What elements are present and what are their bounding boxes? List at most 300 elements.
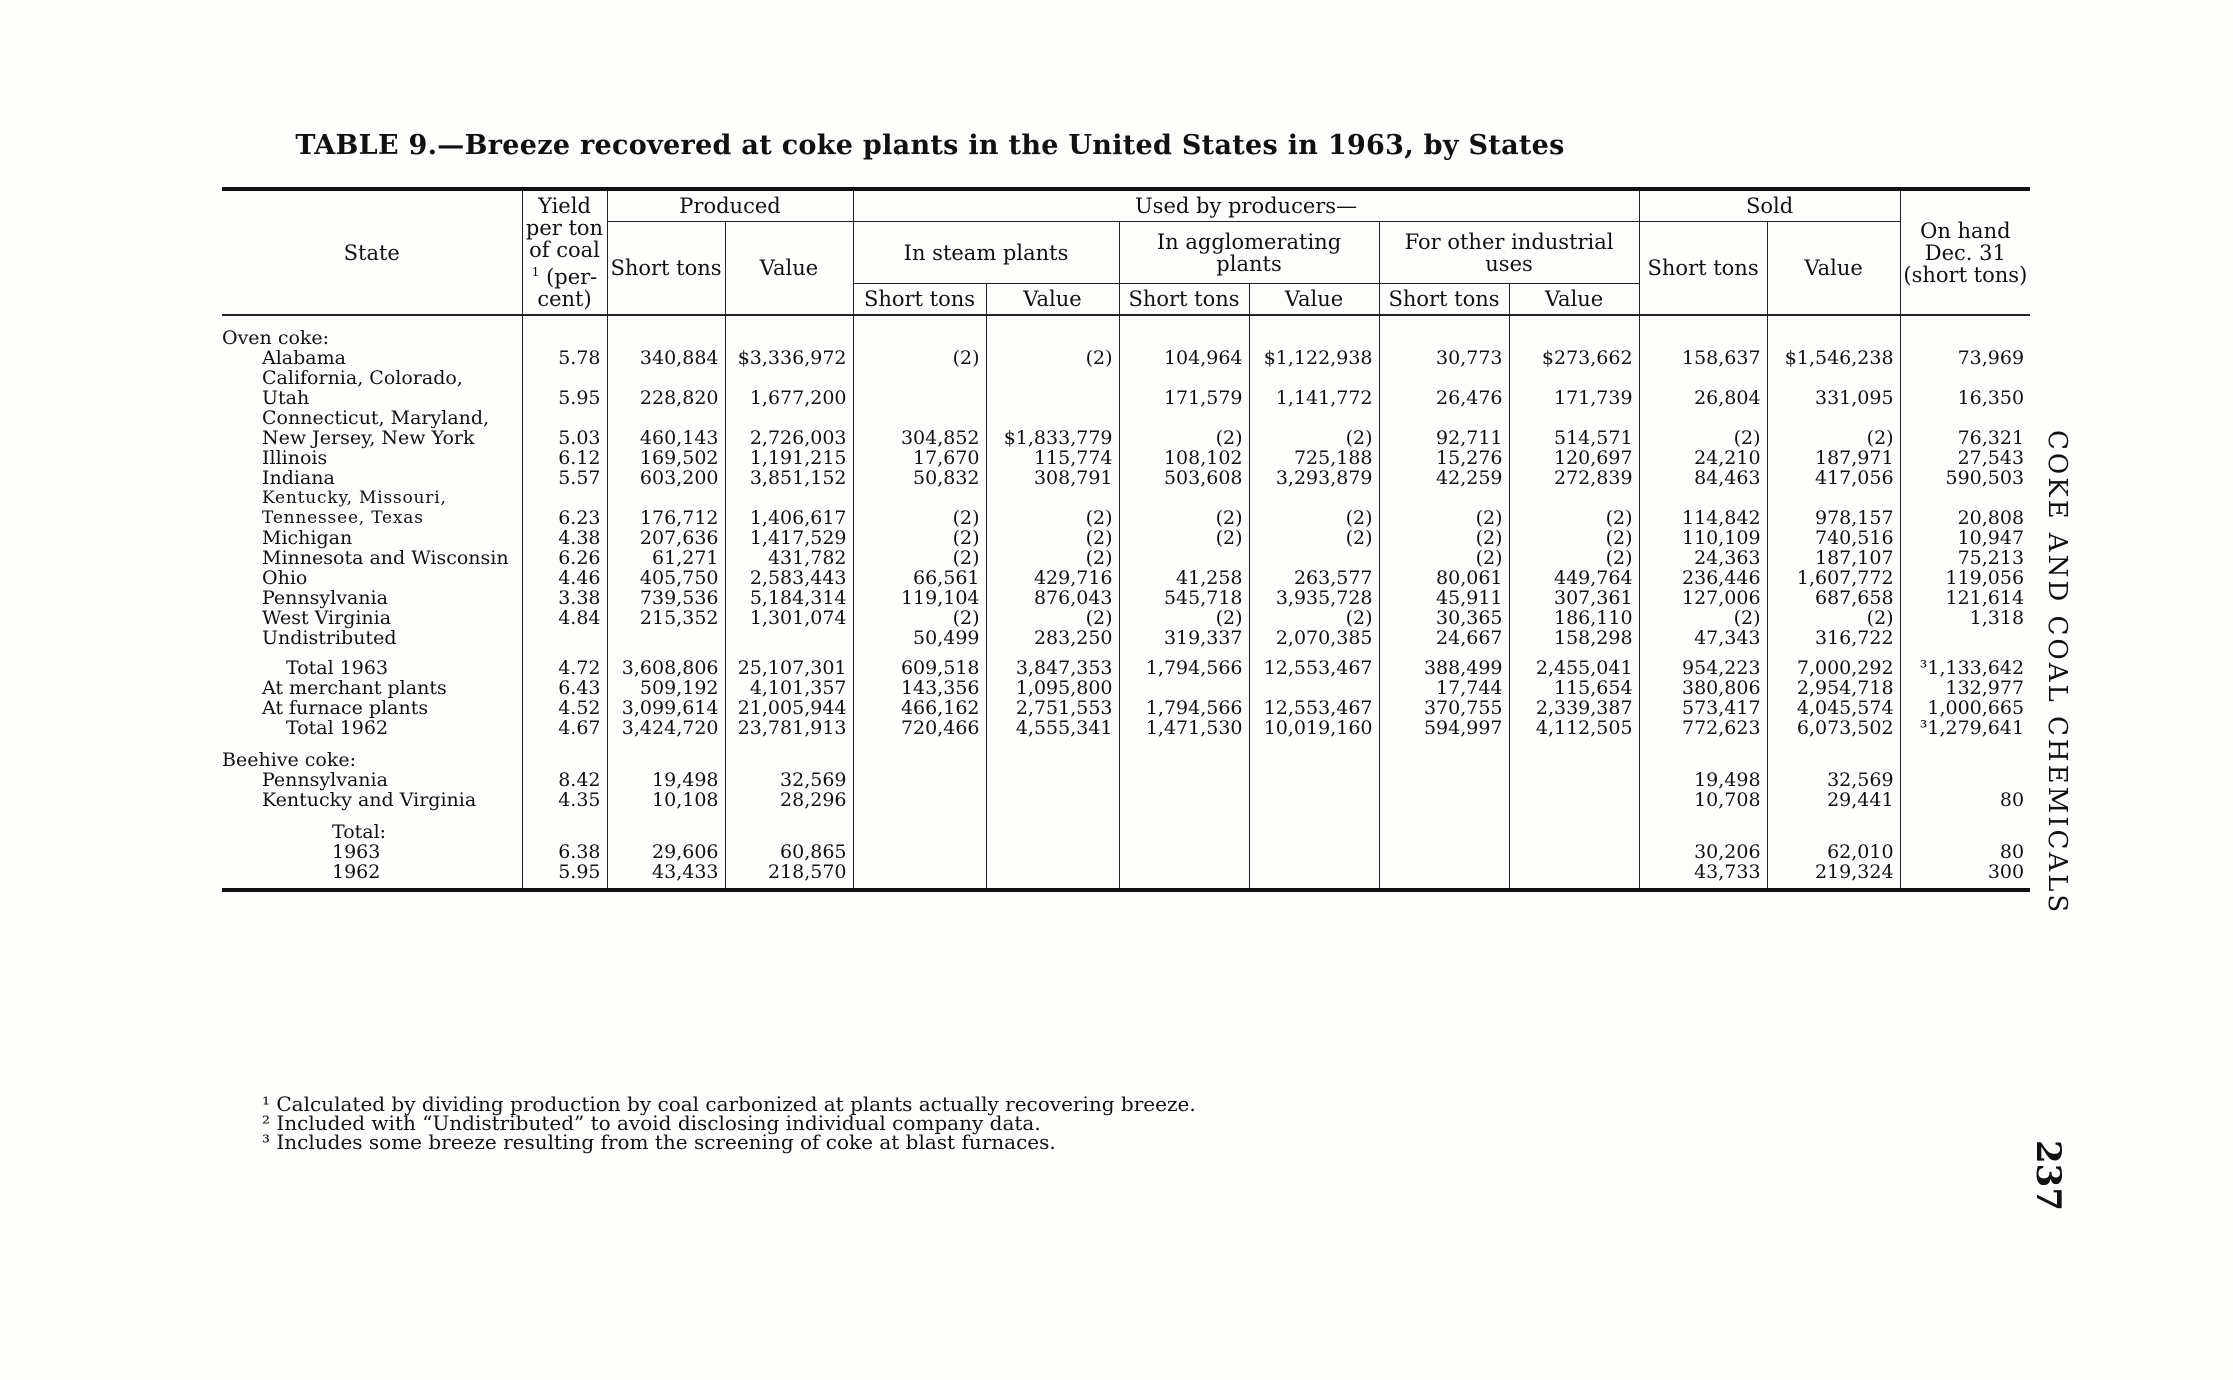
table-row xyxy=(222,468,2030,488)
cell-steam-value: 115,774 xyxy=(986,448,1119,468)
cell-on-hand xyxy=(1900,770,2030,790)
cell-prod-value: 2,583,443 xyxy=(725,568,853,588)
cell-sold-tons: 26,804 xyxy=(1639,368,1767,408)
cell-other-value: 449,764 xyxy=(1509,568,1639,588)
row-label: Michigan xyxy=(222,528,522,548)
cell-yield: 5.57 xyxy=(522,468,607,488)
cell-steam-value: (2) xyxy=(986,348,1119,368)
cell-other-tons xyxy=(1379,862,1509,890)
cell-agg-value: $1,122,938 xyxy=(1249,348,1379,368)
cell-steam-tons xyxy=(853,368,986,408)
cell-prod-value: 3,851,152 xyxy=(725,468,853,488)
cell-yield: 4.67 xyxy=(522,718,607,738)
cell-agg-tons xyxy=(1119,862,1249,890)
table-row xyxy=(222,528,2030,548)
cell-other-tons: 26,476 xyxy=(1379,368,1509,408)
cell-agg-value xyxy=(1249,790,1379,810)
cell-sold-value: 219,324 xyxy=(1767,862,1900,890)
row-label: 1963 xyxy=(222,842,522,862)
row-label: Pennsylvania xyxy=(222,588,522,608)
table-row xyxy=(222,842,2030,862)
cell-prod-tons: 3,608,806 xyxy=(607,648,725,678)
cell-steam-tons: 66,561 xyxy=(853,568,986,588)
cell-steam-value: (2) xyxy=(986,548,1119,568)
cell-prod-tons: 61,271 xyxy=(607,548,725,568)
table-row xyxy=(222,588,2030,608)
cell-yield: 5.03 xyxy=(522,408,607,448)
cell-on-hand: 10,947 xyxy=(1957,527,2025,549)
row-label: Illinois xyxy=(222,448,522,468)
cell-on-hand: 16,350 xyxy=(1957,387,2025,409)
cell-agg-tons: 1,471,530 xyxy=(1119,718,1249,738)
table-row xyxy=(222,608,2030,628)
row-label: Kentucky, Missouri, Tennessee, Texas xyxy=(222,488,522,528)
cell-agg-value: 12,553,467 xyxy=(1249,648,1379,678)
row-label: California, Colorado, Utah xyxy=(222,368,522,408)
cell-agg-value xyxy=(1249,862,1379,890)
cell-yield: 4.84 xyxy=(522,608,607,628)
page-number: 237 xyxy=(2028,1140,2068,1211)
cell-sold-value: 4,045,574 xyxy=(1767,698,1900,718)
cell-agg-tons: 319,337 xyxy=(1119,628,1249,648)
cell-agg-tons: 1,794,566 xyxy=(1119,698,1249,718)
cell-steam-tons: 143,356 xyxy=(853,678,986,698)
table-row xyxy=(222,678,2030,698)
cell-prod-tons: 19,498 xyxy=(607,770,725,790)
cell-other-value xyxy=(1509,862,1639,890)
cell-on-hand: ³1,133,642 xyxy=(1919,657,2025,679)
cell-yield: 5.95 xyxy=(522,368,607,408)
cell-agg-tons xyxy=(1119,842,1249,862)
cell-sold-value: 2,954,718 xyxy=(1767,678,1900,698)
header-agg-value: Value xyxy=(1249,284,1379,316)
cell-other-value: 186,110 xyxy=(1509,608,1639,628)
cell-sold-tons: 30,206 xyxy=(1639,842,1767,862)
footnote: ² Included with “Undistributed” to avoid disclosing individual company data. xyxy=(262,1111,1041,1135)
cell-agg-value xyxy=(1249,678,1379,698)
cell-steam-tons: 720,466 xyxy=(853,718,986,738)
cell-other-value xyxy=(1509,842,1639,862)
cell-sold-tons: 954,223 xyxy=(1639,648,1767,678)
cell-prod-tons: 207,636 xyxy=(607,528,725,548)
cell-steam-tons xyxy=(853,790,986,810)
header-in-steam-plants: In steam plants xyxy=(853,222,1119,284)
cell-prod-tons: 228,820 xyxy=(607,368,725,408)
cell-sold-value: (2) xyxy=(1767,408,1900,448)
cell-on-hand: 27,543 xyxy=(1957,447,2025,469)
cell-on-hand: 121,614 xyxy=(1945,587,2025,609)
table-row xyxy=(222,628,2030,648)
cell-agg-value: 1,141,772 xyxy=(1249,368,1379,408)
cell-sold-tons: (2) xyxy=(1639,608,1767,628)
cell-sold-tons: 110,109 xyxy=(1639,528,1767,548)
cell-prod-tons: 460,143 xyxy=(607,408,725,448)
cell-other-value: 158,298 xyxy=(1509,628,1639,648)
cell-prod-value: 60,865 xyxy=(725,842,853,862)
cell-sold-tons: 84,463 xyxy=(1639,468,1767,488)
cell-yield: 6.43 xyxy=(522,678,607,698)
cell-on-hand: 80 xyxy=(1999,841,2025,863)
cell-agg-tons xyxy=(1119,790,1249,810)
cell-prod-value: 28,296 xyxy=(725,790,853,810)
section-label: Total: xyxy=(222,810,522,842)
cell-agg-value: (2) xyxy=(1249,608,1379,628)
cell-other-tons: 388,499 xyxy=(1379,648,1509,678)
cell-prod-value: 431,782 xyxy=(725,548,853,568)
cell-other-value: 4,112,505 xyxy=(1509,718,1639,738)
cell-sold-tons: 158,637 xyxy=(1639,348,1767,368)
cell-prod-value: 218,570 xyxy=(725,862,853,890)
cell-steam-tons xyxy=(853,842,986,862)
cell-agg-tons: 1,794,566 xyxy=(1119,648,1249,678)
cell-steam-value xyxy=(986,770,1119,790)
cell-other-tons: 594,997 xyxy=(1379,718,1509,738)
header-sold-short-tons: Short tons xyxy=(1639,222,1767,316)
cell-agg-tons xyxy=(1119,770,1249,790)
cell-steam-tons: 304,852 xyxy=(853,408,986,448)
cell-yield: 4.52 xyxy=(522,698,607,718)
cell-other-tons: 92,711 xyxy=(1379,408,1509,448)
header-sold: Sold xyxy=(1639,189,1900,222)
cell-sold-tons: 127,006 xyxy=(1639,588,1767,608)
cell-prod-tons: 29,606 xyxy=(607,842,725,862)
cell-steam-value xyxy=(986,862,1119,890)
row-label: 1962 xyxy=(222,862,522,890)
row-label: Total 1962 xyxy=(222,718,522,738)
cell-steam-tons: (2) xyxy=(853,488,986,528)
cell-steam-value: (2) xyxy=(986,608,1119,628)
row-label: Kentucky and Virginia xyxy=(222,790,522,810)
cell-sold-value: 331,095 xyxy=(1767,368,1900,408)
cell-sold-value: 417,056 xyxy=(1767,468,1900,488)
cell-agg-tons: 503,608 xyxy=(1119,468,1249,488)
row-label: Indiana xyxy=(222,468,522,488)
cell-other-value: (2) xyxy=(1509,528,1639,548)
header-steam-short-tons: Short tons xyxy=(853,284,986,316)
cell-other-tons xyxy=(1379,790,1509,810)
cell-prod-tons xyxy=(607,628,725,648)
cell-prod-tons: 3,099,614 xyxy=(607,698,725,718)
table-row xyxy=(222,718,2030,738)
cell-steam-value: 308,791 xyxy=(986,468,1119,488)
cell-sold-tons: 114,842 xyxy=(1639,488,1767,528)
cell-sold-tons: 19,498 xyxy=(1639,770,1767,790)
cell-other-tons xyxy=(1379,770,1509,790)
cell-other-value: 115,654 xyxy=(1509,678,1639,698)
cell-prod-tons: 340,884 xyxy=(607,348,725,368)
cell-sold-tons: 10,708 xyxy=(1639,790,1767,810)
cell-on-hand xyxy=(1900,628,2030,648)
cell-agg-tons: (2) xyxy=(1119,528,1249,548)
table-row xyxy=(222,368,2030,408)
cell-prod-tons: 43,433 xyxy=(607,862,725,890)
row-label: Undistributed xyxy=(222,628,522,648)
cell-other-tons: 30,365 xyxy=(1379,608,1509,628)
cell-steam-value: (2) xyxy=(986,488,1119,528)
cell-on-hand: 80 xyxy=(1999,789,2025,811)
cell-other-tons: 24,667 xyxy=(1379,628,1509,648)
cell-sold-value: 687,658 xyxy=(1767,588,1900,608)
cell-prod-tons: 176,712 xyxy=(607,488,725,528)
cell-sold-value: 316,722 xyxy=(1767,628,1900,648)
cell-steam-value: 1,095,800 xyxy=(986,678,1119,698)
header-other-industrial: For other industrial uses xyxy=(1379,222,1639,284)
cell-steam-value: 3,847,353 xyxy=(986,648,1119,678)
header-used-by-producers: Used by producers— xyxy=(853,189,1639,222)
cell-prod-tons: 169,502 xyxy=(607,448,725,468)
table-row xyxy=(222,790,2030,810)
cell-prod-tons: 509,192 xyxy=(607,678,725,698)
row-label: Pennsylvania xyxy=(222,770,522,790)
cell-other-value: $273,662 xyxy=(1509,348,1639,368)
cell-steam-tons: 466,162 xyxy=(853,698,986,718)
cell-yield: 4.35 xyxy=(522,790,607,810)
table-row xyxy=(222,770,2030,790)
cell-sold-tons: 380,806 xyxy=(1639,678,1767,698)
cell-agg-tons: (2) xyxy=(1119,608,1249,628)
cell-agg-value: 2,070,385 xyxy=(1249,628,1379,648)
cell-sold-value: 6,073,502 xyxy=(1767,718,1900,738)
header-in-agglomerating-plants: In agglomerating plants xyxy=(1119,222,1379,284)
header-produced-value: Value xyxy=(725,222,853,316)
header-sold-value: Value xyxy=(1767,222,1900,316)
cell-prod-value: 1,191,215 xyxy=(725,448,853,468)
cell-agg-value xyxy=(1249,842,1379,862)
footnotes xyxy=(262,1092,1196,1154)
cell-yield: 3.38 xyxy=(522,588,607,608)
section-row xyxy=(222,738,2030,770)
row-label: Alabama xyxy=(222,348,522,368)
table-row xyxy=(222,488,2030,528)
cell-on-hand: 73,969 xyxy=(1957,347,2025,369)
cell-yield: 6.12 xyxy=(522,448,607,468)
cell-on-hand: 76,321 xyxy=(1957,427,2025,449)
cell-other-tons: 370,755 xyxy=(1379,698,1509,718)
header-other-value: Value xyxy=(1509,284,1639,316)
cell-other-value: 2,455,041 xyxy=(1509,648,1639,678)
cell-steam-tons: 119,104 xyxy=(853,588,986,608)
cell-sold-value: 62,010 xyxy=(1767,842,1900,862)
cell-agg-value: (2) xyxy=(1249,528,1379,548)
table-row xyxy=(222,568,2030,588)
cell-yield xyxy=(522,628,607,648)
cell-prod-tons: 405,750 xyxy=(607,568,725,588)
cell-on-hand: 132,977 xyxy=(1945,677,2025,699)
row-label: Minnesota and Wisconsin xyxy=(222,548,522,568)
cell-on-hand: 300 xyxy=(1900,862,2030,890)
cell-agg-tons: (2) xyxy=(1119,408,1249,448)
cell-prod-value: 25,107,301 xyxy=(725,648,853,678)
cell-sold-value: 1,607,772 xyxy=(1767,568,1900,588)
cell-agg-tons: 545,718 xyxy=(1119,588,1249,608)
cell-steam-tons: 609,518 xyxy=(853,648,986,678)
cell-other-value: 307,361 xyxy=(1509,588,1639,608)
cell-agg-value: (2) xyxy=(1249,488,1379,528)
cell-agg-value xyxy=(1249,548,1379,568)
cell-sold-tons: 573,417 xyxy=(1639,698,1767,718)
cell-sold-value: 29,441 xyxy=(1767,790,1900,810)
cell-agg-value: 725,188 xyxy=(1249,448,1379,468)
cell-steam-value: 876,043 xyxy=(986,588,1119,608)
row-label: At merchant plants xyxy=(222,678,522,698)
row-label: Total 1963 xyxy=(222,648,522,678)
cell-prod-value: 32,569 xyxy=(725,770,853,790)
cell-prod-value: 1,301,074 xyxy=(725,608,853,628)
cell-steam-value: 4,555,341 xyxy=(986,718,1119,738)
cell-agg-value: 3,293,879 xyxy=(1249,468,1379,488)
cell-steam-tons: (2) xyxy=(853,608,986,628)
cell-yield: 4.72 xyxy=(522,648,607,678)
cell-sold-value: 740,516 xyxy=(1767,528,1900,548)
cell-on-hand: 1,318 xyxy=(1969,607,2025,629)
cell-agg-value: 263,577 xyxy=(1249,568,1379,588)
row-label: Connecticut, Maryland, New Jersey, New York xyxy=(222,408,522,448)
cell-sold-value: 7,000,292 xyxy=(1767,648,1900,678)
cell-sold-value: 978,157 xyxy=(1767,488,1900,528)
cell-yield: 4.46 xyxy=(522,568,607,588)
cell-other-tons: 42,259 xyxy=(1379,468,1509,488)
row-label: West Virginia xyxy=(222,608,522,628)
cell-agg-tons: 171,579 xyxy=(1119,368,1249,408)
table-row xyxy=(222,698,2030,718)
breeze-table xyxy=(222,187,2030,892)
row-label: At furnace plants xyxy=(222,698,522,718)
cell-steam-tons: 50,499 xyxy=(853,628,986,648)
cell-other-tons: 17,744 xyxy=(1379,678,1509,698)
cell-prod-value: 1,406,617 xyxy=(725,488,853,528)
cell-other-tons: 30,773 xyxy=(1379,348,1509,368)
header-yield: Yield per ton of coal $^1$ (per-cent) xyxy=(522,189,607,315)
cell-steam-tons: (2) xyxy=(853,348,986,368)
cell-other-tons: (2) xyxy=(1379,548,1509,568)
cell-agg-tons: 108,102 xyxy=(1119,448,1249,468)
cell-other-value xyxy=(1509,790,1639,810)
section-row xyxy=(222,810,2030,842)
table-row xyxy=(222,348,2030,368)
cell-steam-value xyxy=(986,842,1119,862)
table-title: TABLE 9.—Breeze recovered at coke plants in the United States in 1963, by States xyxy=(295,130,1565,161)
cell-prod-value: 5,184,314 xyxy=(725,588,853,608)
running-header: COKE AND COAL CHEMICALS xyxy=(2042,430,2072,916)
cell-prod-value: 4,101,357 xyxy=(725,678,853,698)
cell-steam-tons xyxy=(853,770,986,790)
cell-agg-tons: (2) xyxy=(1119,488,1249,528)
section-label: Beehive coke: xyxy=(222,738,522,770)
cell-on-hand: 590,503 xyxy=(1945,467,2025,489)
row-label: Ohio xyxy=(222,568,522,588)
cell-agg-tons: 104,964 xyxy=(1119,348,1249,368)
cell-yield: 6.26 xyxy=(522,548,607,568)
cell-steam-value: 429,716 xyxy=(986,568,1119,588)
header-produced-short-tons: Short tons xyxy=(607,222,725,316)
cell-yield: 6.38 xyxy=(522,842,607,862)
cell-prod-tons: 215,352 xyxy=(607,608,725,628)
cell-on-hand: 75,213 xyxy=(1957,547,2025,569)
cell-steam-tons: (2) xyxy=(853,548,986,568)
cell-agg-value xyxy=(1249,770,1379,790)
cell-prod-value: 1,417,529 xyxy=(725,528,853,548)
cell-agg-tons: 41,258 xyxy=(1119,568,1249,588)
cell-steam-value xyxy=(986,368,1119,408)
cell-other-tons: (2) xyxy=(1379,488,1509,528)
cell-steam-value: $1,833,779 xyxy=(986,408,1119,448)
cell-sold-tons: 772,623 xyxy=(1639,718,1767,738)
cell-sold-tons: 47,343 xyxy=(1639,628,1767,648)
table-row xyxy=(222,862,2030,890)
cell-on-hand: 119,056 xyxy=(1945,567,2025,589)
cell-agg-tons xyxy=(1119,678,1249,698)
table-row xyxy=(222,548,2030,568)
cell-other-value: (2) xyxy=(1509,548,1639,568)
cell-prod-value: 1,677,200 xyxy=(725,368,853,408)
cell-other-tons xyxy=(1379,842,1509,862)
cell-sold-value: $1,546,238 xyxy=(1767,348,1900,368)
cell-steam-tons xyxy=(853,862,986,890)
cell-steam-tons: 17,670 xyxy=(853,448,986,468)
cell-prod-value xyxy=(725,628,853,648)
section-label: Oven coke: xyxy=(222,315,522,348)
cell-sold-tons: (2) xyxy=(1639,408,1767,448)
cell-yield: 5.78 xyxy=(522,348,607,368)
cell-on-hand: ³1,279,641 xyxy=(1919,717,2025,739)
cell-prod-tons: 10,108 xyxy=(607,790,725,810)
header-steam-value: Value xyxy=(986,284,1119,316)
cell-sold-tons: 24,210 xyxy=(1639,448,1767,468)
header-agg-short-tons: Short tons xyxy=(1119,284,1249,316)
cell-steam-value: 283,250 xyxy=(986,628,1119,648)
cell-yield: 4.38 xyxy=(522,528,607,548)
header-produced: Produced xyxy=(607,189,853,222)
cell-other-tons: 15,276 xyxy=(1379,448,1509,468)
footnote: ¹ Calculated by dividing production by coal carbonized at plants actually recovering breeze. xyxy=(262,1092,1196,1116)
cell-sold-tons: 24,363 xyxy=(1639,548,1767,568)
cell-sold-value: (2) xyxy=(1767,608,1900,628)
cell-yield: 6.23 xyxy=(522,488,607,528)
cell-prod-value: 2,726,003 xyxy=(725,408,853,448)
footnote: ³ Includes some breeze resulting from the screening of coke at blast furnaces. xyxy=(262,1130,1056,1154)
header-on-hand: On hand Dec. 31 (short tons) xyxy=(1900,189,2030,315)
section-row xyxy=(222,315,2030,348)
cell-other-value: 272,839 xyxy=(1509,468,1639,488)
cell-steam-tons: (2) xyxy=(853,528,986,548)
cell-sold-tons: 43,733 xyxy=(1639,862,1767,890)
cell-on-hand: 20,808 xyxy=(1957,507,2025,529)
table-row xyxy=(222,648,2030,678)
cell-prod-tons: 739,536 xyxy=(607,588,725,608)
cell-on-hand: 1,000,665 xyxy=(1927,697,2025,719)
cell-agg-value: 3,935,728 xyxy=(1249,588,1379,608)
cell-prod-tons: 603,200 xyxy=(607,468,725,488)
cell-other-value: 120,697 xyxy=(1509,448,1639,468)
header-other-short-tons: Short tons xyxy=(1379,284,1509,316)
cell-agg-value: (2) xyxy=(1249,408,1379,448)
cell-steam-tons: 50,832 xyxy=(853,468,986,488)
cell-other-value: 514,571 xyxy=(1509,408,1639,448)
cell-prod-value: 21,005,944 xyxy=(725,698,853,718)
cell-agg-value: 12,553,467 xyxy=(1249,698,1379,718)
cell-steam-value: 2,751,553 xyxy=(986,698,1119,718)
table-row xyxy=(222,448,2030,468)
table-row xyxy=(222,408,2030,448)
cell-other-value xyxy=(1509,770,1639,790)
cell-agg-value: 10,019,160 xyxy=(1249,718,1379,738)
cell-other-value: (2) xyxy=(1509,488,1639,528)
cell-other-value: 171,739 xyxy=(1509,368,1639,408)
cell-prod-tons: 3,424,720 xyxy=(607,718,725,738)
cell-yield: 5.95 xyxy=(522,862,607,890)
cell-agg-tons xyxy=(1119,548,1249,568)
cell-other-value: 2,339,387 xyxy=(1509,698,1639,718)
